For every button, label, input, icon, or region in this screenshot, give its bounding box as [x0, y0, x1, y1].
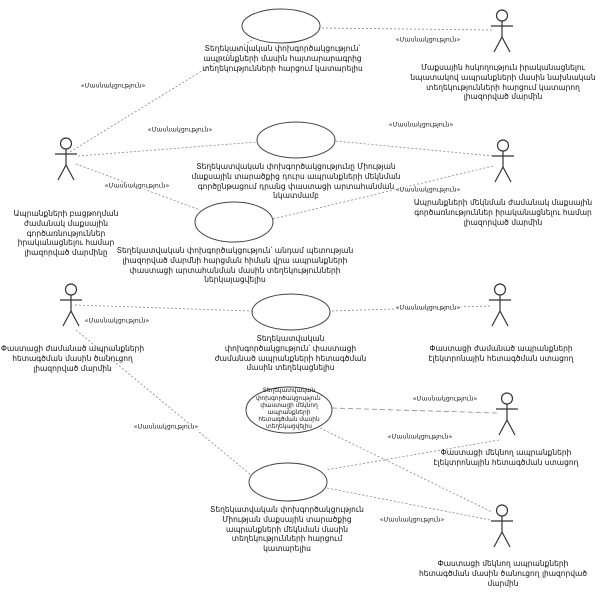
- actor-figure-authority-departure: [492, 140, 514, 182]
- use-case-ellipse-arrival-tracking: [252, 294, 330, 330]
- actor-figure-authority-departure-notify: [491, 505, 513, 547]
- association-label: «Մասնակցություն»: [388, 121, 454, 129]
- use-case-caption-arrival-tracking: Տեղեկատվական փոխգործակցություն՝ փաստացի ժամանած ապրանքների հետագծման մասին տեղեկացնելիս: [214, 334, 367, 373]
- association-label: «Մասնակցություն»: [395, 304, 461, 312]
- association-label: «Մասնակցություն»: [412, 395, 478, 403]
- association-line: [320, 428, 492, 512]
- association-label: «Մասնակցություն»: [104, 182, 170, 190]
- use-case-ellipse-departure-process: [257, 122, 335, 158]
- association-label: «Մասնակցություն»: [147, 126, 213, 134]
- association-label: «Մասնակցություն»: [387, 433, 453, 441]
- actor-figure-receiver-departure-tracking: [496, 393, 518, 435]
- use-case-caption-departure-request: Տեղեկատվական փոխգործակցություն Միության մաքսային տարածքից ապրանքների մեկնման մասին տեղեկությունների հարցում կատարելիս: [210, 505, 364, 553]
- actor-label-authority-release: Ապրանքների բացթողման ժամանակ մաքսային գործառնություններ իրականացնելու համար լիազորված մարմինը: [13, 209, 119, 257]
- actor-figure-receiver-arrival-tracking: [489, 284, 511, 326]
- use-case-caption-declaration-request: Տեղեկատվական փոխգործակցություն՝ ապրանքների մասին հայտարարագրից տեղեկությունների հարցում կատարելիս: [202, 44, 363, 73]
- actor-label-receiver-departure-tracking: Փաստացի մեկնող ապրանքների էլեկտրոնային հետագծման ստացող: [433, 448, 579, 467]
- use-case-caption-export-info: Տեղեկատվական փոխգործակցություն՝ անդամ պետության լիազորված մարմնի հարցման հիման վրա ապրանքների փաստացի արտահանման մասին տեղեկությունների ներկայացվելիս: [116, 246, 354, 285]
- association-line: [320, 28, 492, 30]
- actor-figure-authority-release: [55, 138, 77, 180]
- association-line: [332, 408, 497, 413]
- actor-label-authority-arrival-notify: Փաստացի ժամանած ապրանքների հետագծման մասին ծանուցող լիազորված մարմին: [0, 344, 145, 373]
- use-case-ellipse-departure-request: [249, 463, 327, 501]
- association-label: «Մասնակցություն»: [379, 516, 445, 524]
- association-label: «Մասնակցություն»: [395, 36, 461, 44]
- actor-label-authority-departure-notify: Փաստացի մեկնող ապրանքների հետագծման մասին ծանուցող լիազորված մարմին: [418, 559, 588, 588]
- use-case-ellipse-declaration-request: [242, 9, 320, 43]
- actor-figure-authority-arrival-notify: [60, 284, 82, 326]
- use-case-caption-departure-tracking: Տեղեկատվական փոխգործակցություն՝ փաստացի մեկնող ապրանքների հետագծման մասին տեղեկացվելիս: [255, 388, 323, 431]
- association-label: «Մասնակցություն»: [84, 317, 150, 325]
- association-label: «Մասնակցություն»: [395, 186, 461, 194]
- use-case-ellipse-export-info: [195, 202, 273, 242]
- association-line: [335, 141, 493, 156]
- association-label: «Մասնակցություն»: [80, 82, 146, 90]
- use-case-caption-departure-process: Տեղեկատվական փոխգործակցությունը Միության մաքսային տարածքից դուրս ապրանքների մեկնման գործընթացում դրանց փաստացի արտահանման նկատմամբ: [191, 162, 401, 201]
- actor-figure-authority-preliminary-request: [491, 10, 513, 52]
- association-line: [75, 305, 252, 311]
- actor-label-authority-departure: Ապրանքների մեկնման ժամանակ մաքսային գործառնություններ իրականացնելու համար լիազորված մարմին: [413, 198, 593, 227]
- association-line: [78, 142, 257, 156]
- association-label: «Մասնակցություն»: [133, 423, 199, 431]
- actor-label-receiver-arrival-tracking: Փաստացի ժամանած ապրանքների էլեկտրոնային հետագծման ստացող: [428, 344, 574, 363]
- actor-label-authority-preliminary-request: Մաքսային հսկողություն իրականացնելու նպատակով ապրանքների մասին նախնական տեղեկությունների հարցում կատարող լիազորված մարմին: [410, 63, 596, 102]
